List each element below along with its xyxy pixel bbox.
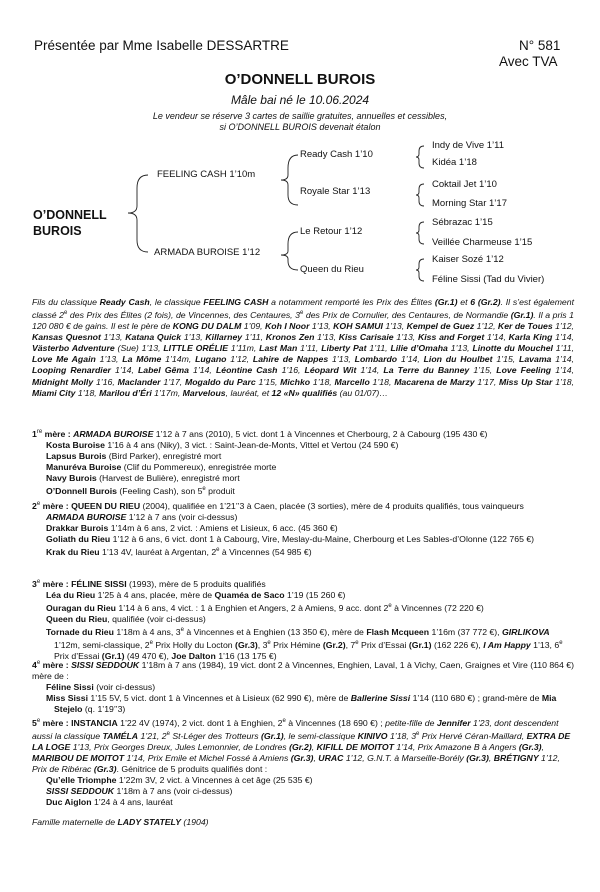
text-run: 1’13, Prix Georges Dreux, Jules Lemonnier, de Londres [70,741,290,752]
text-run: Drakkar Burois [46,522,109,533]
text-run: Krak du Rieu [46,546,100,557]
text-run: Marvelous [182,387,226,398]
text-run: Qu’elle Triomphe [46,774,117,785]
text-run: (162 226 €), [431,639,484,650]
text-run: St-Léger des Trotteurs [169,730,262,741]
offspring-entry [32,614,574,625]
text-run: Ouragan du Rieu [46,602,116,613]
text-run: 1’18m à 7 ans (voir ci-dessus) [114,785,233,796]
text-run: e [149,639,153,646]
text-run: Kiss and Forget [417,332,485,343]
text-run: Michko [280,376,311,387]
text-run: (Feeling Cash), son 5 [116,485,203,496]
text-run: 5 [32,717,37,728]
text-run: URAC [318,752,344,763]
offspring-entry [32,523,574,534]
text-run: KIFILL DE MOITOT [316,741,394,752]
text-run: SISSI SEDDOUK [46,785,115,796]
text-run: (Gr.2) [322,639,346,650]
text-run: 1’14, [356,365,384,376]
text-run: (q. 1’19’’3) [82,703,126,714]
text-run: Prix d’Essai [358,639,409,650]
text-run: Mia Stejelo [54,692,557,714]
text-run: Lion du Houlbet [423,354,493,365]
text-run: (voir ci-dessus) [93,681,156,692]
text-run: 1’12m, semi-classique, 2 [54,639,150,650]
text-run: KONG DU DALM [172,321,242,332]
text-run: Lavama [519,354,552,365]
text-run: a notamment remporté les Prix des Élites [268,297,435,307]
text-run: 1’14 (110 680 €) ; grand-mère de [410,692,542,703]
offspring-entry [32,512,574,523]
text-run: 1’13 4V, lauréat à Argentan, 2 [99,546,217,557]
text-run: , le semi-classique [283,730,358,741]
text-run: 1’16 (13 175 €) [215,650,277,661]
text-run: e [216,546,220,553]
text-run: 1’11, [297,343,322,354]
text-run: Jennifer [436,717,471,728]
text-run: 1’25 à 4 ans, placée, mère de [95,589,215,600]
sire-paragraph [32,297,574,399]
offspring-entry [32,775,574,786]
pedigree-dds: Kaiser Sozé 1’12 [432,254,504,265]
text-run: Prix Hémine [270,639,323,650]
text-run: , [488,752,494,763]
text-run: Midnight Molly [32,376,94,387]
pedigree-dam: ARMADA BUROISE 1’12 [154,247,261,258]
text-run: FEELING CASH [203,297,269,307]
text-run: , qualifiée (voir ci-dessus) [107,613,206,624]
mother-1-section [32,427,574,497]
text-run: O’Donnell Burois [46,485,117,496]
text-run: e [282,718,286,724]
text-run: Killarney [205,332,243,343]
text-run: Ready Cash [99,297,150,307]
text-run: 1’14, Prix Amazone B à Angers [393,741,519,752]
text-run: Kosta Buroise [46,439,105,450]
mother-heading [32,716,574,775]
pedigree-sire: FEELING CASH 1’10m [157,169,256,180]
text-run: , 7 [345,639,356,650]
text-run: (Gr.1) [261,730,284,741]
text-run: (Gr.1) [434,297,458,307]
subtitle: Mâle bai né le 10.06.2024 [230,93,370,107]
text-run: ARMADA BUROISE [46,511,127,522]
text-run: 1’13, [95,354,123,365]
text-run: , [311,741,317,752]
text-run: SISSI SEDDOUK [71,659,140,670]
text-run: , [541,741,545,752]
text-run: 1’12 à 6 ans, 6 vict. dont 1 à Cabourg, Vire, Meslay-du-Maine, Cherbourg et Les Sables-d’Olonne (122 765 €) [110,533,535,544]
text-run: Léopard Wit [304,365,357,376]
text-run: 1’14, [484,332,509,343]
text-run: Lugano [195,354,227,365]
text-run: KINIVO [357,730,388,741]
text-run: 1’14m à 6 ans, 2 vict. : Amiens et Lisieux, 6 acc. (45 360 €) [108,522,338,533]
offspring-entry [32,682,574,693]
text-run: , le classique [149,297,204,307]
text-run: 1’16 à 4 ans (Niky), 3 vict. : Saint-Jean-de-Monts, Vittel et Vertou (24 590 €) [104,439,399,450]
text-run: 1’22m 3V, 2 vict. à Vincennes à cet âge (25 535 €) [116,774,313,785]
text-run: e [180,626,184,633]
mother-heading [32,577,574,590]
text-run: La Môme [122,354,162,365]
text-run: 1’12, Prix de Ribérac [32,752,560,774]
text-run: à Vincennes (54 985 €) [219,546,312,557]
text-run: 4 [32,659,37,670]
text-run: à Vincennes (18 690 €) ; [285,717,386,728]
text-run: 1’14, [551,365,575,376]
text-run: 1’14m, [161,354,196,365]
offspring-entry [32,786,574,797]
text-run: Léontine Cash [215,365,278,376]
text-run: Label Gêma [137,365,189,376]
mother-5-section [32,716,574,808]
text-run: 1’17, [474,376,500,387]
text-run: 1’15 5V, 5 vict. dont 1 à Vincennes et à Lisieux (62 990 €), mère de [88,692,351,703]
note-line-1: Le vendeur se réserve 3 cartes de saillie gratuites, annuelles et cessibles, [152,111,448,121]
text-run: Lapsus Burois [46,450,107,461]
text-run: Miss Up Star [499,376,553,387]
text-run: 1’18, [552,376,575,387]
text-run: 1’11, [242,332,266,343]
text-run: à Vincennes (72 220 €) [391,602,484,613]
offspring-entry [32,462,574,473]
text-run: BRÉTIGNY [493,752,539,763]
text-run: Prix d’Essai [54,650,102,661]
text-run: e [559,639,563,646]
text-run: LADY STATELY [117,817,182,827]
text-run: 1’13, [181,332,206,343]
text-run: e [355,639,359,646]
text-run: e [36,718,41,724]
text-run: Kempel de Guez [406,321,475,332]
text-run: e [36,501,41,507]
text-run: Linotte du Mouchel [472,343,553,354]
text-run: . Il a pris 1 120 080 € de gains. Il est le père de [32,309,575,332]
text-run: et [457,297,471,307]
text-run: 1’17m, [151,387,183,398]
text-run: I Am Happy [483,639,531,650]
pedigree-sire-dam: Royale Star 1’13 [300,186,371,197]
pedigree-dam-dam: Queen du Rieu [300,264,364,275]
offspring-entry [32,484,574,497]
text-run: re [36,429,43,435]
pedigree-dsd: Veillée Charmeuse 1’15 [432,237,533,248]
text-run: Quaméa de Saco [214,589,285,600]
text-run: . Il s’est également classé 2 [32,297,575,320]
text-run: 3 [32,578,37,589]
text-run: (Gr.3) [235,639,258,650]
text-run: 1’14, [552,332,574,343]
text-run: (Gr.1) [510,309,534,320]
offspring-entry [32,797,574,808]
text-run: Queen du Rieu [46,613,108,624]
offspring-entry [32,545,574,558]
text-run: 1’11, [366,343,391,354]
maternal-family-footer [32,817,574,828]
text-run: (Clif du Pommereux), enregistrée morte [121,461,277,472]
text-run: 12 «N» qualifiés [271,387,338,398]
text-run: Katana Quick [125,332,182,343]
text-run: ARMADA BUROISE [73,428,154,439]
text-run: 1’18m à 4 ans, 3 [113,626,181,637]
text-run: Navy Burois [46,472,97,483]
text-run: 1’22 4V (1974), 2 vict. dont 1 à Enghien, 2 [117,717,283,728]
text-run: e [166,730,170,737]
text-run: 1’15, [469,365,497,376]
text-run: 1’14 à 6 ans, 4 vict. : 1 à Enghien et Angers, 2 à Amiens, 9 acc. dont 2 [116,602,389,613]
text-run: Fils du classique [32,297,100,307]
text-run: Marcello [334,376,370,387]
text-run: Love Me Again [32,354,96,365]
text-run: , 3 [257,639,268,650]
text-run: MARIBOU DE MOITOT [32,752,125,763]
mother-heading [32,427,574,440]
text-run: Flash Mcqueen [366,626,430,637]
text-run: 1’14, [551,354,575,365]
text-run: Lilie d’Omaha [390,343,448,354]
pedigree-sds: Coktail Jet 1’10 [432,179,497,190]
text-run: 1’14, [110,365,138,376]
pedigree-sss: Indy de Vive 1’11 [432,140,505,151]
mother-3-section [32,577,574,662]
text-run: Mogaldo du Parc [185,376,256,387]
pedigree-sire-sire: Ready Cash 1’10 [300,149,373,160]
presenter: Présentée par Mme Isabelle DESSARTRE [34,38,289,53]
text-run: Ker de Toues [497,321,553,332]
page-title: O’DONNELL BUROIS [224,71,376,88]
text-run: produit [205,485,235,496]
text-run: KOH SAMUI [333,321,383,332]
text-run: mère : QUEEN DU RIEU [40,500,141,511]
text-run: 1 [32,428,37,439]
text-run: 1’12, [552,321,574,332]
pedigree-dam-sire: Le Retour 1’12 [300,226,363,237]
text-run: 1’14, Prix Emile et Michel Fossé à Amiens [124,752,291,763]
text-run: 1’09, [241,321,266,332]
text-run: (Harvest de Bulière), enregistré mort [96,472,240,483]
text-run: 1’18m à 7 ans (1984), 19 vict. dont 2 à Vincennes, Enghien, Laval, 1 à Vichy, Caen, Graignes et Vire (110 864 €) mère de : [32,659,574,681]
mother-2-section [32,499,574,558]
mother-heading [32,658,574,682]
text-run: La Terre du Banney [383,365,470,376]
offspring-entry [32,601,574,614]
text-run: 1’12, [226,354,253,365]
pedigree-dss: Sébrazac 1’15 [432,217,493,228]
text-run: Miami City [32,387,76,398]
text-run: 1’16, [277,365,305,376]
pedigree-horse [33,207,107,239]
text-run: 1’14, [188,365,216,376]
text-run: 1’13, [100,332,126,343]
text-run: 1’13, [447,343,473,354]
offspring-entry [32,693,574,715]
offspring-entry [32,534,574,545]
text-run: Lahire de Nappes [252,354,329,365]
text-run: Prix Holly du Locton [152,639,236,650]
text-run: mère : FÉLINE SISSI [40,578,127,589]
text-run: Marilou d’Éri [99,387,152,398]
offspring-entry [32,625,574,662]
text-run: Love Feeling [496,365,552,376]
note-line-2: si O’DONNELL BUROIS devenait étalon [219,122,381,132]
text-run: , lauréat, et [225,387,272,398]
text-run: Ballerine Sissi [350,692,411,703]
horse-name-line-2: BUROIS [33,224,82,238]
text-run: 1’14, [397,354,424,365]
text-run: Miss Sissi [46,692,89,703]
text-run: Koh I Noor [265,321,310,332]
horse-name-line-1: O’DONNELL [33,208,107,222]
text-run: 1’13, 6 [530,639,560,650]
text-run: Prix Hervé Céran-Maillard, [419,730,527,741]
text-run: (1993), mère de 5 produits qualifiés [126,578,266,589]
pedigree-ssd: Kidéa 1’18 [432,157,477,168]
text-run: des Prix des Élites (2 fois), de Vincennes, des Centaures, 3 [67,309,300,320]
text-run: e [267,639,271,646]
text-run: Léa du Rieu [46,589,96,600]
text-run: (49 470 €), [124,650,172,661]
text-run: Kiss Carisaie [338,332,394,343]
mother-heading [32,499,574,512]
text-run: 1’18, [310,376,335,387]
text-run: Looping Renardier [32,365,111,376]
text-run: (Gr.2) [289,741,312,752]
text-run: 1’18, 3 [387,730,417,741]
text-run: (1904) [181,817,209,827]
vat-label: Avec TVA [499,54,558,69]
text-run: (au 01/07)… [337,387,388,398]
text-run: 1’18, [75,387,100,398]
text-run: 2 [32,500,37,511]
text-run: 1’13, [328,354,355,365]
text-run: mère : [42,428,74,439]
text-run: 1’11m, [228,343,260,354]
text-run: 1’11, [552,343,575,354]
text-run: 1’13, [382,321,407,332]
text-run: (Gr.3) [518,741,542,752]
offspring-entry [32,590,574,601]
text-run: Kronos Zen [265,332,315,343]
text-run: TAMÉLA [102,730,139,741]
pedigree-ddd: Féline Sissi (Tad du Vivier) [432,274,545,285]
text-run: Last Man [259,343,298,354]
text-run: e [64,310,68,317]
text-run: , [313,752,319,763]
text-run: 1’12 à 7 ans (voir ci-dessus) [126,511,238,522]
offspring-entry [32,451,574,462]
text-run: 1’21, 2 [138,730,167,741]
text-run: 1’13, [309,321,334,332]
text-run: (Sue) 1’13, [114,343,164,354]
text-run: 1’12, G.N.T. à Marseille-Borély [343,752,467,763]
text-run: mère : INSTANCIA [40,717,118,728]
text-run: (Gr.1) [408,639,432,650]
text-run: 1’16m (37 772 €), [429,626,502,637]
text-run: EXTRA DE LA LOGE [32,730,571,752]
text-run: GIRLIKOVA [502,626,550,637]
text-run: Lombardo [354,354,398,365]
text-run: 1’23, dont descendent aussi la classique [32,717,559,741]
text-run: Liberty Pat [321,343,367,354]
text-run: 1’12, [474,321,498,332]
text-run: Goliath du Rieu [46,533,111,544]
text-run: à Vincennes et à Enghien (13 350 €), mère de [183,626,367,637]
text-run: (Bird Parker), enregistré mort [106,450,222,461]
text-run: 1’15, [492,354,520,365]
text-run: e [416,730,420,737]
text-run: Västerbo Adventure [32,343,115,354]
text-run: e [202,485,206,492]
text-run: mère : [40,659,72,670]
text-run: Kansas Quesnot [32,332,101,343]
text-run: 1’18, [369,376,395,387]
text-run: (Gr.3) [93,763,117,774]
text-run: LITTLE ORÉLIE [163,343,228,354]
text-run: 1’15, [255,376,281,387]
text-run: des Prix de Cornulier, des Centaures, de Normandie [303,309,511,320]
text-run: 6 (Gr.2) [470,297,501,307]
text-run: (2004), qualifiée en 1’21’’3 à Caen, placée (3 sorties), mère de 4 produits qualifiés, tous vainqueurs [140,500,524,511]
text-run: (Gr.1) [101,650,125,661]
text-run: 1’13, [393,332,418,343]
text-run: . Génitrice de 5 produits qualifiés dont : [116,763,268,774]
text-run: e [388,602,392,609]
text-run: e [299,310,304,317]
text-run: Joe Dalton [171,650,216,661]
text-run: 1’13, [314,332,339,343]
text-run: Duc Aiglon [46,796,92,807]
text-run: 1’24 à 4 ans, lauréat [91,796,173,807]
text-run: Karla King [508,332,553,343]
lot-number: N° 581 [519,38,561,53]
text-run: Famille maternelle de [32,817,118,827]
text-run: 1’16, [93,376,118,387]
text-run: (Gr.3) [290,752,314,763]
text-run: 1’17, [160,376,185,387]
text-run: e [36,660,41,666]
text-run: Tornade du Rieu [46,626,114,637]
text-run: Féline Sissi [46,681,94,692]
text-run: (Gr.3) [466,752,489,763]
mother-4-section [32,658,574,715]
offspring-entry [32,473,574,484]
text-run: Macarena de Marzy [394,376,475,387]
text-run: Maclander [117,376,161,387]
text-run: 1’12 à 7 ans (2010), 5 vict. dont 1 à Vincennes et Cherbourg, 2 à Cabourg (195 430 €) [153,428,488,439]
text-run: Manuréva Buroise [46,461,122,472]
text-run: 1’19 (15 260 €) [284,589,346,600]
offspring-entry [32,440,574,451]
text-run: e [36,579,41,585]
pedigree-sdd: Morning Star 1’17 [432,198,507,209]
text-run: petite-fille de [385,717,437,728]
